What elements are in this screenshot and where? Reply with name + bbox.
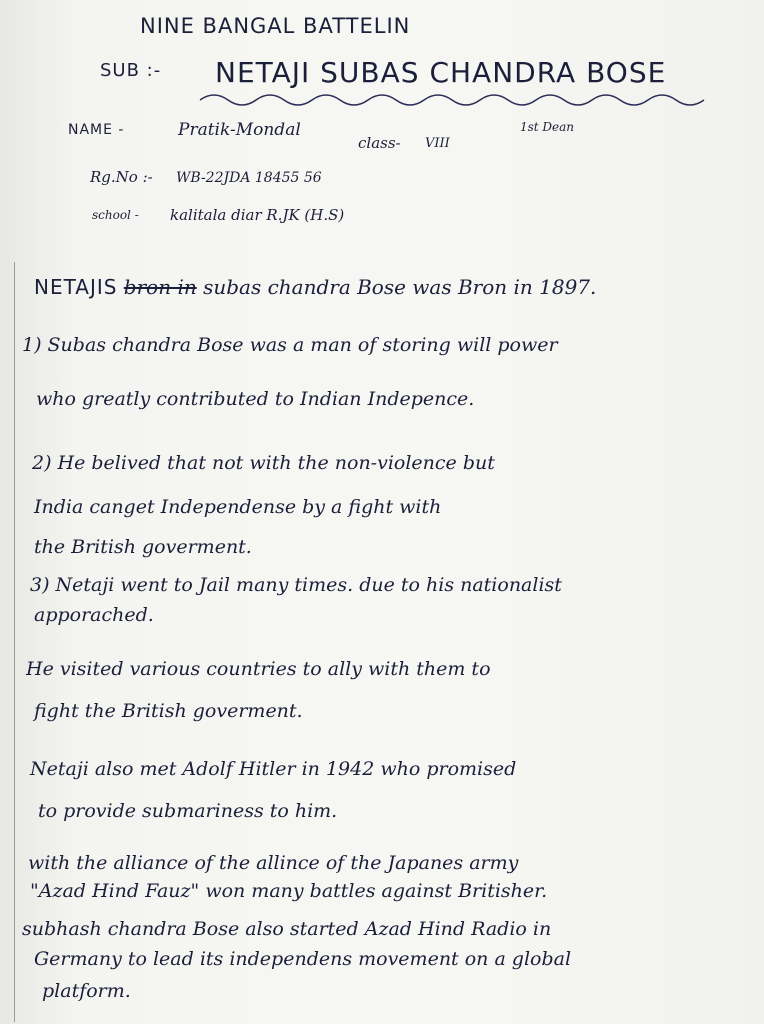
name-label: NAME -: [68, 122, 125, 138]
point-7-line-3: platform.: [42, 980, 131, 1002]
reg-label: Rg.No :-: [90, 168, 153, 186]
page-title: NINE BANGAL BATTELIN: [140, 14, 411, 38]
point-5-line-1: Netaji also met Adolf Hitler in 1942 who promised: [30, 758, 517, 780]
point-4-line-2: fight the British goverment.: [34, 700, 303, 722]
point-2-line-3: the British goverment.: [34, 536, 252, 558]
point-2-line-1: 2) He belived that not with the non-violence but: [32, 452, 495, 474]
subject-label: SUB :-: [100, 60, 162, 81]
class-value: VIII: [425, 136, 450, 151]
student-name: Pratik-Mondal: [178, 120, 301, 140]
intro-start: NETAJIS: [34, 275, 118, 299]
position-note: 1st Dean: [520, 120, 575, 134]
class-label: class-: [358, 134, 401, 152]
intro-line: [34, 275, 596, 299]
school-label: school -: [92, 208, 139, 222]
subject-title: NETAJI SUBAS CHANDRA BOSE: [215, 56, 667, 89]
margin-line: [14, 262, 15, 1022]
point-1-line-1: 1) Subas chandra Bose was a man of storing will power: [22, 334, 558, 356]
intro-rest: subas chandra Bose was Bron in 1897.: [203, 275, 597, 299]
point-3-line-1: 3) Netaji went to Jail many times. due to his nationalist: [30, 574, 562, 596]
point-7-line-2: Germany to lead its independens movement on a global: [34, 948, 572, 970]
point-6-line-1: with the alliance of the allince of the Japanes army: [28, 852, 519, 874]
reg-number: WB-22JDA 18455 56: [176, 170, 322, 186]
point-2-line-2: India canget Independense by a fight with: [34, 496, 442, 518]
point-1-line-2: who greatly contributed to Indian Indepence.: [36, 388, 475, 410]
point-4-line-1: He visited various countries to ally with them to: [26, 658, 491, 680]
point-7-line-1: subhash chandra Bose also started Azad Hind Radio in: [22, 918, 552, 940]
intro-struck: bron in: [123, 275, 197, 299]
point-6-line-2: "Azad Hind Fauz" won many battles against Britisher.: [30, 880, 548, 902]
school-name: kalitala diar R.JK (H.S): [170, 206, 345, 224]
subject-underline: [200, 92, 720, 122]
point-5-line-2: to provide submariness to him.: [38, 800, 338, 822]
point-3-line-2: apporached.: [34, 604, 154, 626]
